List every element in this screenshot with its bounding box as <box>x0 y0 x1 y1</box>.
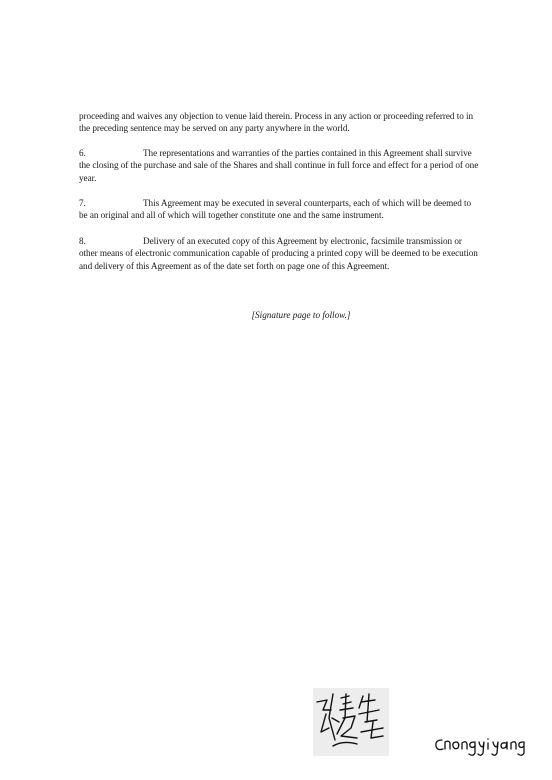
section-6-text: The representations and warranties of the parties contained in this Agreement shall survive the closing of the purchase and sale of the Shares and shall continue in full force and effect for a period of one year. <box>79 148 479 183</box>
latin-handwritten-signature <box>433 730 529 758</box>
section-8 <box>79 235 479 272</box>
continuation-text: proceeding and waives any objection to venue laid therein. Process in any action or proceeding referred to in the preceding sentence may be served on any party anywhere in the world. <box>79 111 474 134</box>
section-7-number: 7. <box>79 198 86 208</box>
section-7 <box>79 197 479 222</box>
signature-page-note: [Signature page to follow.] <box>251 310 351 320</box>
section-6 <box>79 147 479 184</box>
section-8-text: Delivery of an executed copy of this Agreement by electronic, facsimile transmission or other means of electronic communication capable of producing a printed copy will be deemed to be execution and delivery of this Agreement as of the date set forth on page one of this Agreement. <box>79 236 478 271</box>
chinese-handwritten-signature <box>313 688 389 756</box>
section-8-number: 8. <box>79 236 86 246</box>
section-6-number: 6. <box>79 148 86 158</box>
continuation-paragraph <box>79 110 479 135</box>
section-7-text: This Agreement may be executed in several counterparts, each of which will be deemed to be an original and all of which will together constitute one and the same instrument. <box>79 198 472 221</box>
